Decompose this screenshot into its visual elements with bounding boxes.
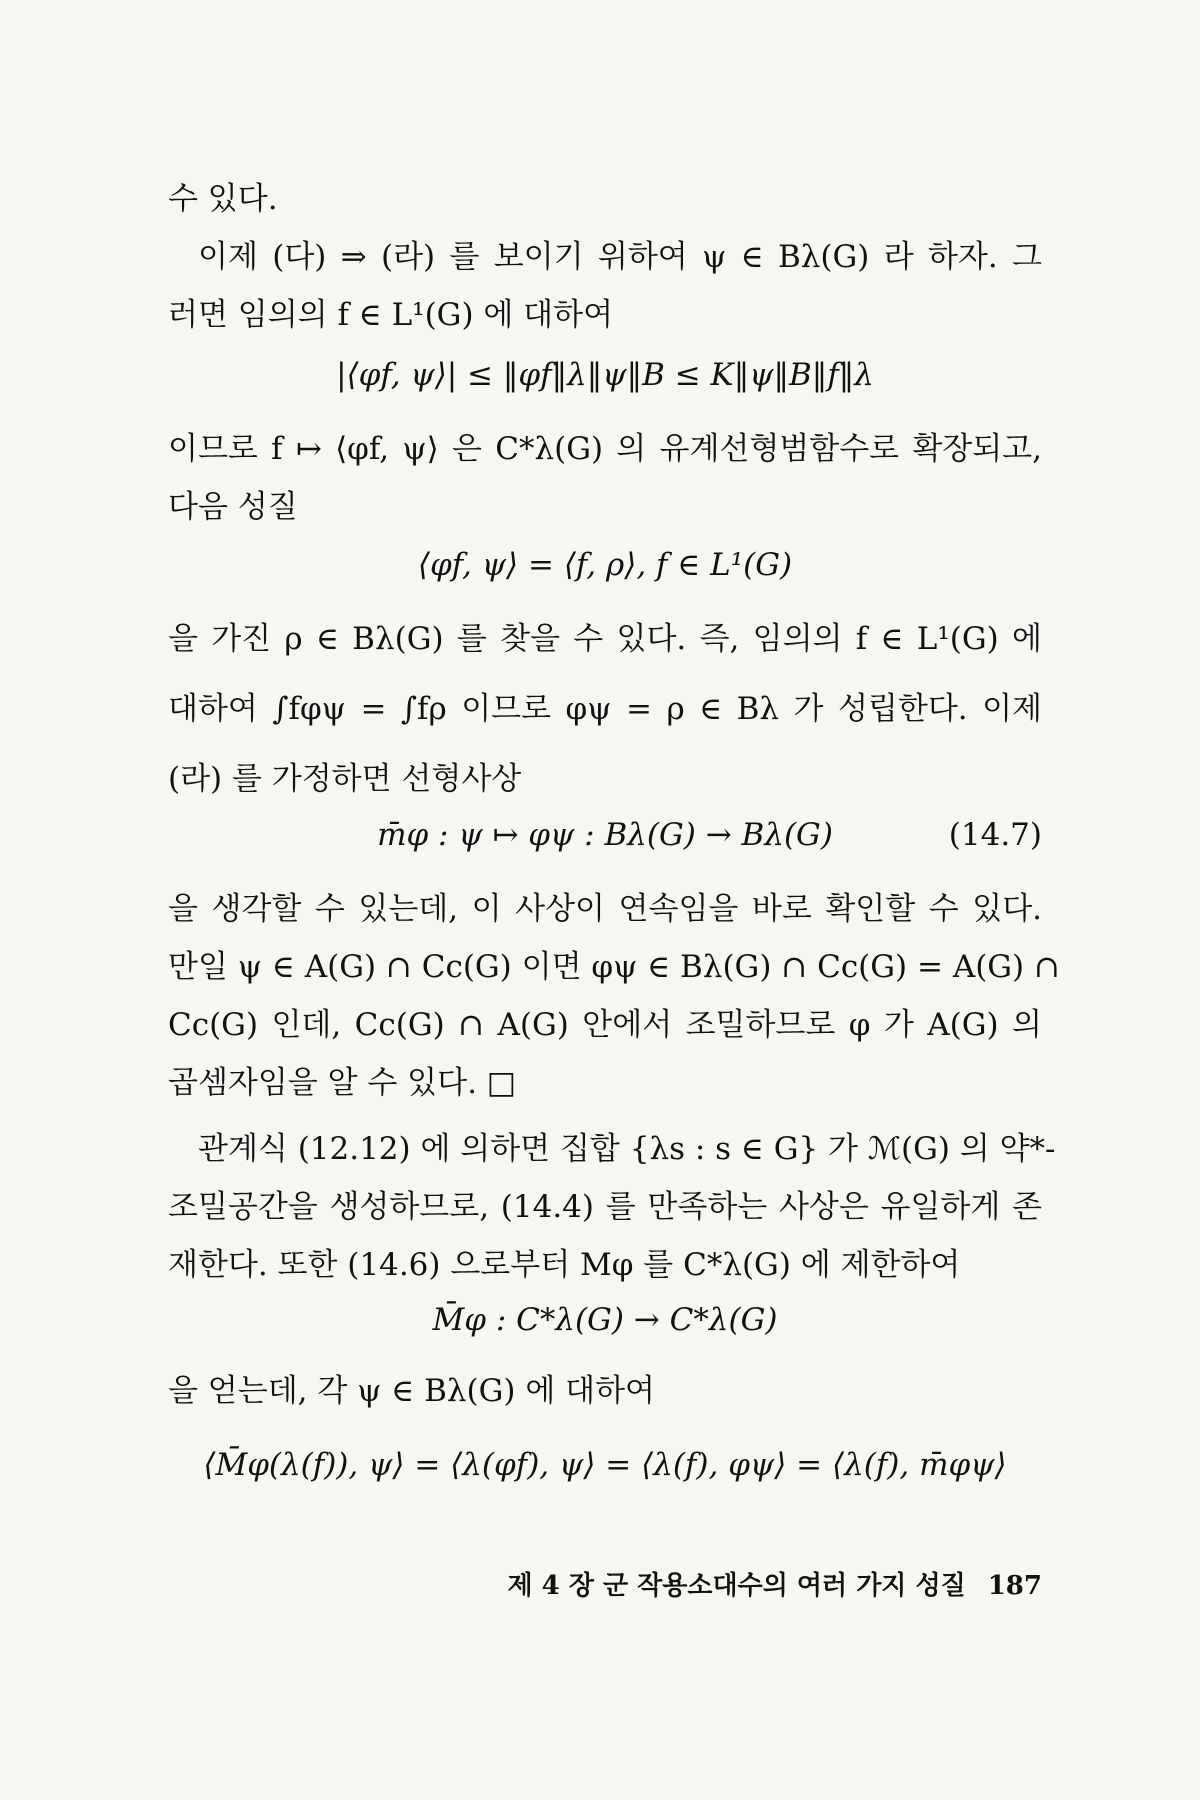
text-line: 이제 (다) ⇒ (라) 를 보이기 위하여 ψ ∈ Bλ(G) 라 하자. 그: [198, 239, 1042, 275]
paragraph-3: [168, 610, 1042, 808]
text-line: 만일 ψ ∈ A(G) ∩ Cc(G) 이면 φψ ∈ Bλ(G) ∩ Cc(G) = A(G) ∩: [168, 949, 1060, 985]
text-line: 러면 임의의 f ∈ L¹(G) 에 대하여: [168, 297, 614, 333]
paragraph-2: [168, 420, 1042, 536]
paragraph-1: [168, 170, 1042, 344]
equation-pairing: ⟨φf, ψ⟩ = ⟨f, ρ⟩, f ∈ L¹(G): [417, 547, 793, 583]
text-line: Cc(G) 인데, Cc(G) ∩ A(G) 안에서 조밀하므로 φ 가 A(G) 의: [168, 1007, 1042, 1043]
text-line: 다음 성질: [168, 489, 298, 525]
text-line: 곱셈자임을 알 수 있다. □: [168, 1065, 517, 1101]
page-footer: [508, 1565, 1042, 1602]
page-number: 187: [987, 1571, 1042, 1601]
paragraph-5: [168, 1120, 1056, 1294]
text-line: 수 있다.: [168, 181, 278, 217]
text-line: 재한다. 또한 (14.6) 으로부터 Mφ 를 C*λ(G) 에 제한하여: [168, 1247, 961, 1283]
paragraph-6: [168, 1362, 1042, 1420]
equation-formula: m̄φ : ψ ↦ φψ : Bλ(G) → Bλ(G): [377, 817, 833, 853]
text-line: 조밀공간을 생성하므로, (14.4) 를 만족하는 사상은 유일하게 존: [168, 1189, 1042, 1225]
equation-norm-inequality: |⟨φf, ψ⟩| ≤ ‖φf‖λ‖ψ‖B ≤ K‖ψ‖B‖f‖λ: [336, 357, 874, 393]
paragraph-4: [168, 880, 1060, 1112]
text-line: 이므로 f ↦ ⟨φf, ψ⟩ 은 C*λ(G) 의 유계선형범함수로 확장되고,: [168, 431, 1042, 467]
equation-number: (14.7): [948, 817, 1042, 853]
text-line: (라) 를 가정하면 선형사상: [168, 761, 522, 797]
text-line: 을 가진 ρ ∈ Bλ(G) 를 찾을 수 있다. 즉, 임의의 f ∈ L¹(G) 에: [168, 621, 1042, 657]
equation-14-7: [168, 815, 1042, 855]
equation-restricted-map: M̄φ : C*λ(G) → C*λ(G): [432, 1302, 778, 1338]
text-line: 을 생각할 수 있는데, 이 사상이 연속임을 바로 확인할 수 있다.: [168, 891, 1042, 927]
text-line: 대하여 ∫fφψ = ∫fρ 이므로 φψ = ρ ∈ Bλ 가 성립한다. 이제: [168, 691, 1042, 727]
text-line: 관계식 (12.12) 에 의하면 집합 {λs : s ∈ G} 가 ℳ(G) 의 약*-: [198, 1131, 1056, 1167]
equation-chain: ⟨M̄φ(λ(f)), ψ⟩ = ⟨λ(φf), ψ⟩ = ⟨λ(f), φψ⟩ = ⟨λ(f), m̄φψ⟩: [203, 1447, 1007, 1483]
text-line: 을 얻는데, 각 ψ ∈ Bλ(G) 에 대하여: [168, 1373, 655, 1409]
chapter-title: 제 4 장 군 작용소대수의 여러 가지 성질: [507, 1571, 966, 1601]
